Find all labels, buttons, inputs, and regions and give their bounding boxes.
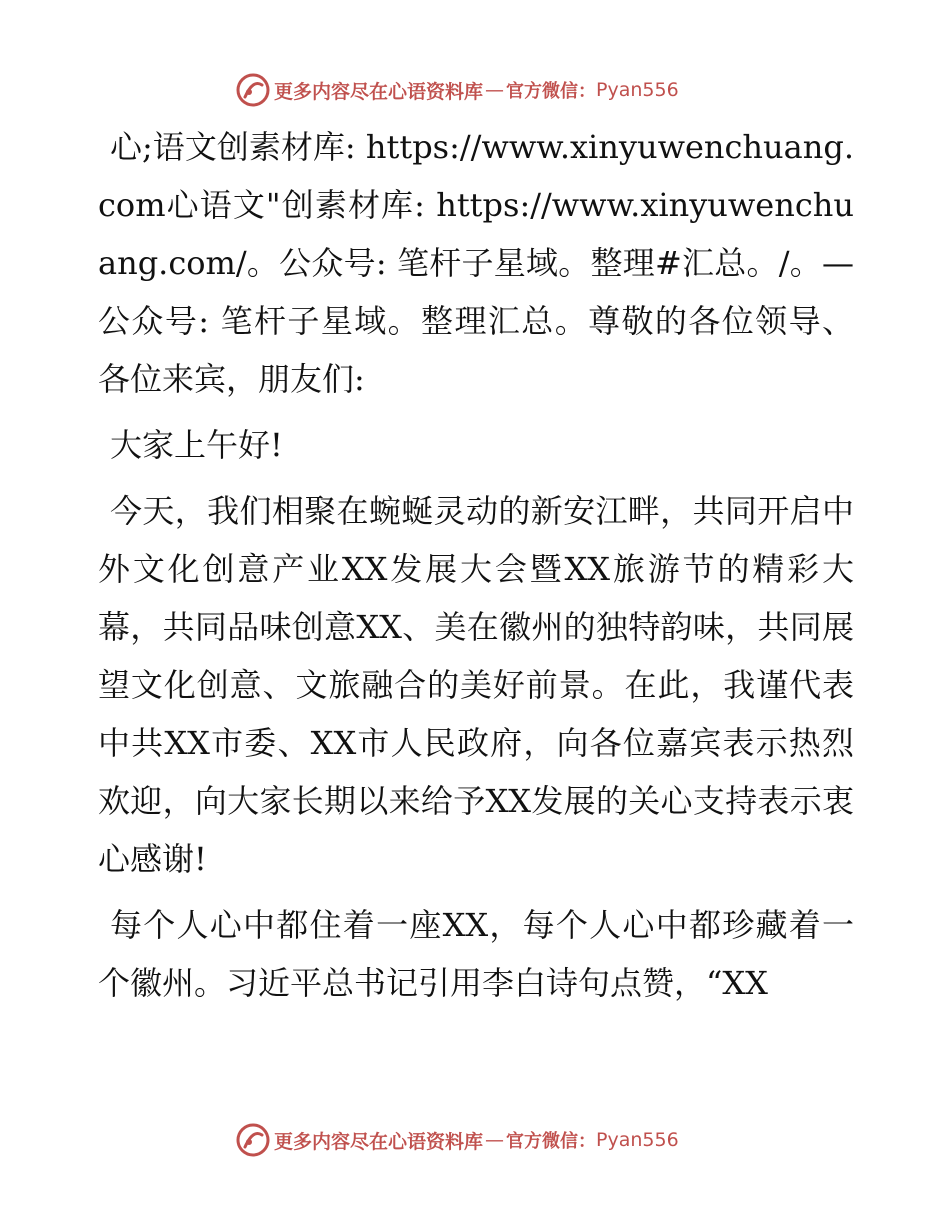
watermark-brand: 更多内容尽在心语资料库 bbox=[274, 1130, 484, 1153]
watermark-separator: — bbox=[485, 1129, 505, 1151]
watermark-wechat-id: Pyan556 bbox=[596, 1129, 679, 1151]
paragraph-greeting: 大家上午好! bbox=[110, 426, 283, 464]
watermark-label: 官方微信： bbox=[506, 81, 597, 102]
brand-logo-icon bbox=[236, 73, 270, 107]
watermark-separator: — bbox=[485, 79, 505, 101]
watermark-label: 官方微信： bbox=[506, 1131, 597, 1152]
paragraph-intro: 心;语文创素材库: https://www.xinyuwenchuang.com心语文"创素材库: https://www.xinyuwenchuang.com/。公众号: 笔杆子星域。整理#汇总。/。—公众号: 笔杆子星域。整理汇总。尊敬的各位领导、各位来宾，朋友们: bbox=[98, 128, 854, 398]
paragraph-huizhou: 每个人心中都住着一座XX，每个人心中都珍藏着一个徽州。习近平总书记引用李白诗句点赞，“XX bbox=[98, 906, 854, 1002]
footer-watermark bbox=[236, 1122, 679, 1158]
document-body bbox=[98, 118, 854, 1012]
header-watermark bbox=[236, 72, 679, 108]
watermark-brand: 更多内容尽在心语资料库 bbox=[274, 80, 484, 103]
watermark-wechat-id: Pyan556 bbox=[596, 79, 679, 101]
paragraph-opening: 今天，我们相聚在蜿蜒灵动的新安江畔，共同开启中外文化创意产业XX发展大会暨XX旅游节的精彩大幕，共同品味创意XX、美在徽州的独特韵味，共同展望文化创意、文旅融合的美好前景。在此，我谨代表中共XX市委、XX市人民政府，向各位嘉宾表示热烈欢迎，向大家长期以来给予XX发展的关心支持表示衷心感谢! bbox=[98, 492, 854, 878]
brand-logo-icon bbox=[236, 1123, 270, 1157]
